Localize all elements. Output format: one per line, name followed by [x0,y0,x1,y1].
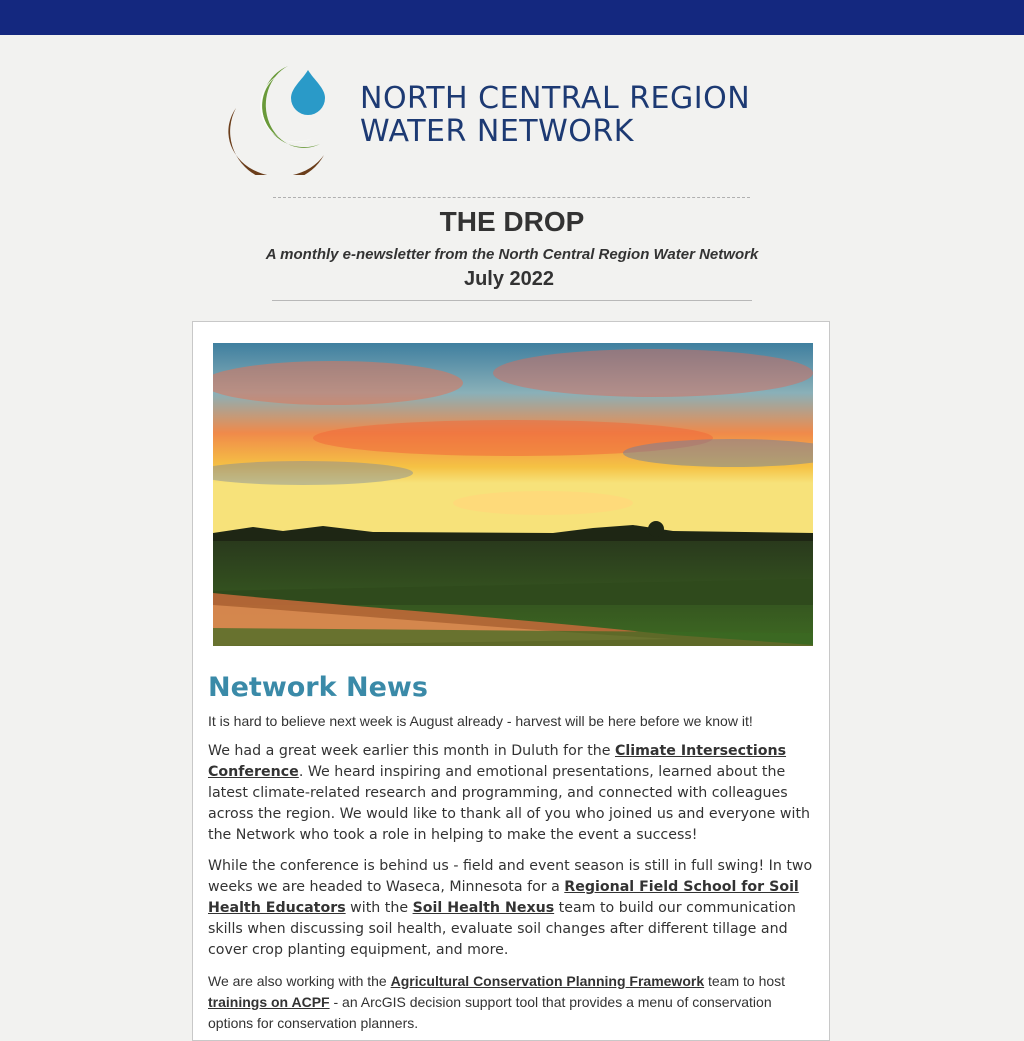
logo-text-line2: WATER NETWORK [360,114,634,149]
climate-intersections-link[interactable]: Climate Intersections Conference [208,743,787,780]
newsletter-title: THE DROP [439,206,585,237]
logo-text-line1: NORTH CENTRAL REGION [360,81,751,116]
text: We had a great week earlier this month in Duluth for the [208,743,615,759]
paragraph-4 [208,971,818,1034]
paragraph-1: It is hard to believe next week is August already - harvest will be here before we know it! [208,713,753,729]
text: . We heard inspiring and emotional presentations, learned about the latest climate-related research and programming, and connected with colleagues across the region. We would like to thank all of you who joined us and everyone with the Network who took a role in helping to make the event a success! [208,764,811,843]
text: While the conference is behind us - field and event season is still in full swing! In two weeks we are headed to Waseca, Minnesota for a [208,858,813,895]
field-school-link[interactable]: Regional Field School for Soil Health Educators [208,879,799,916]
paragraph-3 [208,856,818,961]
water-network-logo-icon [228,60,340,175]
acpf-trainings-link[interactable]: trainings on ACPF [208,994,330,1010]
paragraph-2 [208,741,818,846]
content-card [192,321,830,1041]
text: team to host [704,973,786,989]
divider [272,300,752,301]
newsletter-tagline: A monthly e-newsletter from the North Central Region Water Network [265,246,759,263]
sunset-field-image-icon [213,343,813,646]
logo[interactable] [228,60,798,175]
divider [273,197,750,198]
soil-health-nexus-link[interactable]: Soil Health Nexus [412,900,555,916]
text: with the [345,900,413,916]
text: team to build our communication skills when discussing soil health, evaluate soil changes after different tillage and cover crop planting equipment, and more. [208,900,796,958]
acpf-link[interactable]: Agricultural Conservation Planning Framework [390,973,705,989]
text: We are also working with the [208,973,391,989]
hero-image [213,343,813,646]
section-title: Network News [208,672,428,703]
top-bar [0,0,1024,35]
issue-date: July 2022 [463,268,555,290]
text: - an ArcGIS decision support tool that provides a menu of conservation options for conservation planners. [208,994,772,1031]
